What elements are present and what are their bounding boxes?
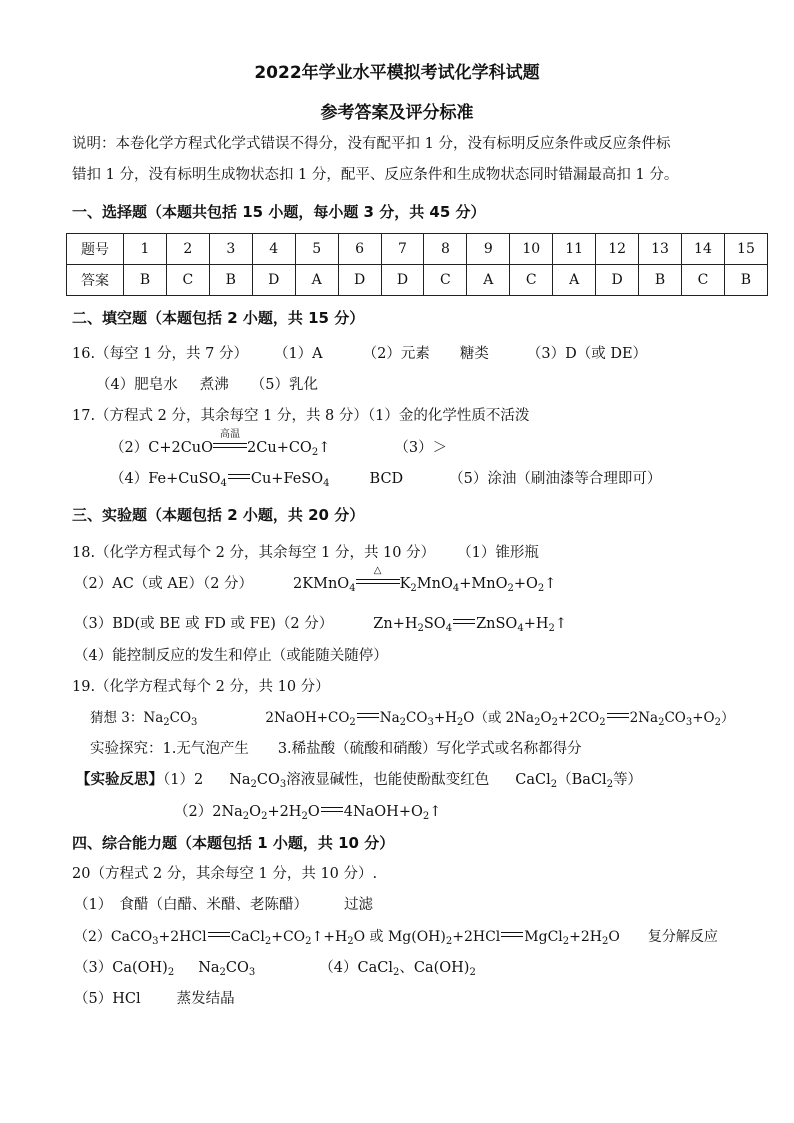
subscript: 2 xyxy=(264,936,272,947)
number-cell: 13 xyxy=(639,234,682,265)
answer-cell: C xyxy=(681,265,724,296)
reflect-answer-2-prefix: （2） xyxy=(174,804,213,820)
equation-text: CO xyxy=(664,710,686,726)
q18-line-4: （4）能控制反应的发生和停止（或能随关随停） xyxy=(74,648,388,664)
equation-text: CO xyxy=(169,710,192,726)
subscript: 2 xyxy=(399,717,407,728)
section-1-heading: 一、选择题（本题共包括 15 小题，每小题 3 分，共 45 分） xyxy=(72,203,486,221)
subscript: 2 xyxy=(417,623,424,634)
subscript: 2 xyxy=(347,936,354,947)
subscript: 3 xyxy=(191,717,198,728)
equation-text: Zn+H xyxy=(373,616,418,632)
number-cell: 8 xyxy=(424,234,467,265)
guess-label: 猜想 3： xyxy=(90,710,144,726)
subscript: 2 xyxy=(261,811,268,822)
subscript: 2 xyxy=(599,717,606,728)
equation-text: +2H xyxy=(569,929,603,945)
q17-answer-3: （3）＞ xyxy=(394,440,448,456)
q16-answer-3: （3）D（或 DE） xyxy=(526,346,648,362)
equation-text: CO xyxy=(256,772,280,788)
answer-cell: A xyxy=(553,265,596,296)
q19-line-2 xyxy=(90,708,735,728)
subscript: 2 xyxy=(349,717,356,728)
q17-line-1: 17.（方程式 2 分，其余每空 1 分，共 8 分）（1）金的化学性质不活泼 xyxy=(72,408,530,424)
q18-answer-3: （3）BD(或 BE 或 FD 或 FE)（2 分） xyxy=(74,616,334,632)
gas-arrow: ↑ xyxy=(544,576,557,592)
equation-text: MgCl xyxy=(524,929,563,945)
answer-cell: D xyxy=(381,265,424,296)
subscript: 2 xyxy=(714,717,721,728)
equation-text: +2H xyxy=(267,804,302,820)
equation-text: +H xyxy=(433,710,457,726)
section-2-heading: 二、填空题（本题包括 2 小题，共 15 分） xyxy=(72,309,365,327)
subscript: 2 xyxy=(393,967,400,978)
note-line-2: 错扣 1 分，没有标明生成物状态扣 1 分，配平、反应条件和生成物状态同时错漏最高扣 1 分。 xyxy=(72,167,679,183)
number-cell: 5 xyxy=(295,234,338,265)
equation-text: 2Cu+CO xyxy=(247,440,312,456)
number-cell: 10 xyxy=(510,234,553,265)
gas-arrow: ↑ xyxy=(554,616,568,632)
q16-answer-1: （1）A xyxy=(273,346,323,362)
q20-answer-3-prefix: （3） xyxy=(74,960,113,976)
subscript: 4 xyxy=(445,623,453,634)
subscript: 2 xyxy=(250,779,257,790)
reflect-label: 【实验反思】 xyxy=(76,771,163,788)
q16-answer-4: （4）肥皂水 xyxy=(96,377,178,393)
subscript: 4 xyxy=(220,478,227,489)
q16-answer-2b: 糖类 xyxy=(459,346,489,362)
equation-text: O xyxy=(249,804,262,820)
section-3-heading: 三、实验题（本题包括 2 小题，共 20 分） xyxy=(72,506,365,524)
equation-text: +O xyxy=(692,710,715,726)
subscript: 2 xyxy=(456,717,464,728)
subscript: 2 xyxy=(410,583,417,594)
subscript: 2 xyxy=(602,936,609,947)
gas-arrow: ↑ xyxy=(429,804,442,820)
equation-text: Ca(OH) xyxy=(112,960,168,976)
subscript: 2 xyxy=(550,779,558,790)
number-cell: 3 xyxy=(209,234,252,265)
q18-answer-1: （1）锥形瓶 xyxy=(457,545,539,561)
answer-cell: A xyxy=(295,265,338,296)
equation-text: O xyxy=(307,804,320,820)
equation-text: +CO xyxy=(271,929,306,945)
answer-cell: B xyxy=(209,265,252,296)
reflect-answer-1: （1）2 xyxy=(163,772,204,788)
number-cell: 6 xyxy=(338,234,381,265)
table-header-cell: 答案 xyxy=(67,265,124,296)
equation-text: 2Na xyxy=(212,804,243,820)
equation-text: +2CO xyxy=(557,710,600,726)
answer-cell: B xyxy=(639,265,682,296)
reaction-condition xyxy=(356,565,400,594)
equation-text: +MnO xyxy=(459,576,508,592)
reaction-condition xyxy=(213,429,247,458)
gas-arrow: ↑ xyxy=(318,440,331,456)
number-cell: 11 xyxy=(553,234,596,265)
answer-cell: B xyxy=(724,265,767,296)
answer-cell: B xyxy=(124,265,167,296)
q20-line-4 xyxy=(74,958,476,978)
table-header-cell: 题号 xyxy=(67,234,124,265)
answer-cell: A xyxy=(467,265,510,296)
equals-sign xyxy=(357,713,379,718)
subscript: 2 xyxy=(167,967,175,978)
page-subtitle: 参考答案及评分标准 xyxy=(320,103,474,123)
q18-answer-2: （2）AC（或 AE）（2 分） xyxy=(74,576,254,592)
answer-cell: D xyxy=(596,265,639,296)
answer-cell: C xyxy=(510,265,553,296)
equals-sign xyxy=(607,713,629,718)
subscript: 2 xyxy=(606,779,614,790)
equation-text: O xyxy=(540,710,552,726)
q19-line-3: 实验探究：1.无气泡产生 3.稀盐酸（硫酸和硝酸）写化学式或名称都得分 xyxy=(90,741,582,757)
equation-text: K xyxy=(399,576,411,592)
equation-text: +2HCl xyxy=(158,929,207,945)
equation-text: Cu+FeSO xyxy=(250,471,324,487)
subscript: 2 xyxy=(548,623,555,634)
q20-line-1: 20（方程式 2 分，其余每空 1 分，共 10 分）. xyxy=(72,866,378,882)
equals-sign xyxy=(501,932,523,937)
equation-text: +O xyxy=(513,576,538,592)
number-cell: 14 xyxy=(681,234,724,265)
table-row xyxy=(67,265,768,296)
equation-text: CaCl xyxy=(357,960,393,976)
equation-text: Na xyxy=(198,960,220,976)
subscript: 3 xyxy=(279,779,287,790)
equation-text: 2Na xyxy=(629,710,659,726)
number-cell: 15 xyxy=(724,234,767,265)
subscript: 3 xyxy=(685,717,693,728)
equation-text: O（或 2Na xyxy=(463,710,535,726)
number-cell: 1 xyxy=(124,234,167,265)
q16-head: 16.（每空 1 分，共 7 分） xyxy=(72,346,248,362)
subscript: 2 xyxy=(311,447,319,458)
subscript: 4 xyxy=(349,583,356,594)
note-line-1: 说明：本卷化学方程式化学式错误不得分，没有配平扣 1 分，没有标明反应条件或反应条件标 xyxy=(72,136,671,152)
number-cell: 7 xyxy=(381,234,424,265)
number-cell: 9 xyxy=(467,234,510,265)
subscript: 2 xyxy=(551,717,558,728)
q16-answer-5: （5）乳化 xyxy=(250,377,318,393)
q20-line-2 xyxy=(74,895,373,915)
q20-answer-1b: 过滤 xyxy=(343,897,373,913)
answer-cell: C xyxy=(166,265,209,296)
equation-text: CO xyxy=(225,960,249,976)
equation-text: SO xyxy=(423,616,446,632)
subscript: 2 xyxy=(469,967,476,978)
q19-line-4 xyxy=(76,770,642,790)
q20-answer-2-prefix: （2） xyxy=(74,929,111,945)
subscript: 2 xyxy=(163,717,170,728)
subscript: 4 xyxy=(452,583,460,594)
equation-text: CaCO xyxy=(110,929,153,945)
answer-cell: D xyxy=(252,265,295,296)
q20-answer-4-prefix: （4） xyxy=(319,960,358,976)
equation-text: 2KMnO xyxy=(293,576,350,592)
section-4-heading: 四、综合能力题（本题包括 1 小题，共 10 分） xyxy=(72,834,395,852)
q16-answer-4b: 煮沸 xyxy=(199,377,229,393)
equals-sign xyxy=(321,807,343,812)
q18-line-3 xyxy=(74,614,567,634)
equation-text: 等） xyxy=(613,772,643,788)
subscript: 2 xyxy=(305,936,312,947)
equation-text: （BaCl xyxy=(557,772,607,788)
q18-head: 18.（化学方程式每个 2 分，其余每空 1 分，共 10 分） xyxy=(72,545,436,561)
equation-text: O xyxy=(608,929,620,945)
equation-text: +H xyxy=(523,616,549,632)
q19-line-1: 19.（化学方程式每个 2 分，共 10 分） xyxy=(72,679,330,695)
subscript: 4 xyxy=(323,478,330,489)
answer-cell: D xyxy=(338,265,381,296)
equals-sign xyxy=(453,619,475,624)
answer-cell: C xyxy=(424,265,467,296)
equation-text: ZnSO xyxy=(476,616,518,632)
equation-text: CO xyxy=(406,710,428,726)
equation-text: MnO xyxy=(416,576,453,592)
q16-line-1 xyxy=(72,344,647,364)
subscript: 2 xyxy=(445,936,453,947)
equation-text: C+2CuO xyxy=(148,440,214,456)
equation-text: +2HCl xyxy=(452,929,501,945)
subscript: 4 xyxy=(517,623,524,634)
q17-answer-4-prefix: （4） xyxy=(110,471,149,487)
q17-answer-4b: BCD xyxy=(369,471,404,487)
subscript: 2 xyxy=(242,811,250,822)
answer-table xyxy=(66,233,768,296)
equation-text: CaCl xyxy=(230,929,265,945)
equals-sign xyxy=(208,932,230,937)
q16-line-2 xyxy=(96,375,318,395)
equation-text: ） xyxy=(721,710,735,726)
condition-label: 高温 xyxy=(220,429,241,440)
q17-line-2 xyxy=(110,429,448,458)
subscript: 2 xyxy=(537,583,545,594)
heat-symbol: △ xyxy=(373,565,382,576)
subscript: 2 xyxy=(534,717,541,728)
subscript: 2 xyxy=(422,811,430,822)
equation-text: Fe+CuSO xyxy=(148,471,221,487)
equation-text: O 或 Mg(OH) xyxy=(353,929,446,945)
q20-answer-1: （1） 食醋（白醋、米醋、老陈醋） xyxy=(74,897,308,913)
subscript: 2 xyxy=(301,811,308,822)
subscript: 2 xyxy=(562,936,570,947)
q17-answer-5: （5）涂油（刷油漆等合理即可） xyxy=(449,471,662,487)
equals-sign xyxy=(228,474,250,479)
q17-answer-2-prefix: （2） xyxy=(110,440,149,456)
q19-line-5 xyxy=(174,802,441,822)
equation-text: 、Ca(OH) xyxy=(399,960,470,976)
equation-text: ↑+H xyxy=(311,929,348,945)
q20-answer-5: （5）HCl xyxy=(74,991,141,1007)
subscript: 3 xyxy=(427,717,434,728)
subscript: 3 xyxy=(248,967,256,978)
subscript: 2 xyxy=(507,583,514,594)
number-cell: 12 xyxy=(596,234,639,265)
table-row xyxy=(67,234,768,265)
q17-line-3 xyxy=(110,469,661,489)
subscript: 2 xyxy=(219,967,226,978)
q18-line-2 xyxy=(74,565,557,594)
subscript: 3 xyxy=(152,936,159,947)
number-cell: 4 xyxy=(252,234,295,265)
q20-line-3 xyxy=(74,927,718,947)
subscript: 2 xyxy=(658,717,665,728)
q20-line-5 xyxy=(74,989,235,1009)
page-title: 2022年学业水平模拟考试化学科试题 xyxy=(254,63,540,83)
q20-answer-5b: 蒸发结晶 xyxy=(176,991,235,1007)
equation-text: CaCl xyxy=(515,772,551,788)
equation-text: 4NaOH+O xyxy=(343,804,423,820)
q20-answer-2b: 复分解反应 xyxy=(647,929,718,945)
equation-text: Na xyxy=(143,710,164,726)
q16-answer-2: （2）元素 xyxy=(362,346,430,362)
number-cell: 2 xyxy=(166,234,209,265)
equation-text: Na xyxy=(379,710,400,726)
equation-text: Na xyxy=(229,772,251,788)
q18-line-1 xyxy=(72,543,539,563)
reflect-reason: 溶液显碱性，也能使酚酞变红色 xyxy=(286,772,490,788)
equation-text: 2NaOH+CO xyxy=(265,710,350,726)
